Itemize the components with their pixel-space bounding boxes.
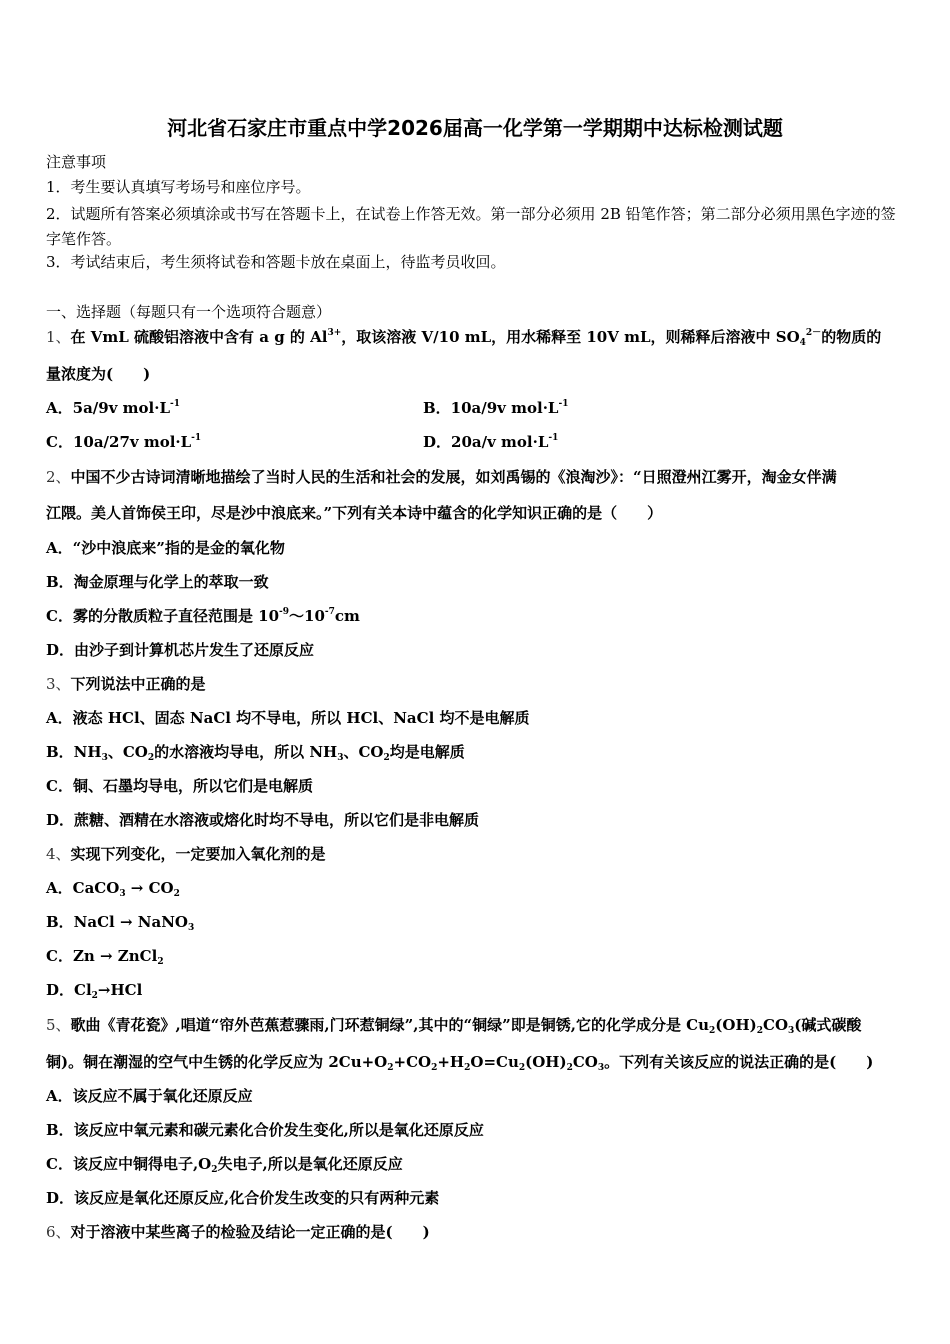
option-c[interactable]: C．Zn → ZnCl$_2$ xyxy=(46,947,164,967)
question-number: 6、 xyxy=(46,1223,71,1241)
option-c[interactable]: C．铜、石墨均导电，所以它们是电解质 xyxy=(46,777,313,795)
notice-item: 1．考生要认真填写考场号和座位序号。 xyxy=(46,178,311,196)
question-4-stem: 4、实现下列变化，一定要加入氧化剂的是 xyxy=(46,845,326,863)
option-b[interactable]: B．10a/9v $mol\cdot L^{-1}$ xyxy=(423,399,569,417)
question-number: 4、 xyxy=(46,845,71,863)
question-number: 2、 xyxy=(46,468,71,486)
question-5-stem: 5、歌曲《青花瓷》,唱道“帘外芭蕉惹骤雨,门环惹铜绿”,其中的“铜绿”即是铜锈,它的化学成分是 $Cu_2(OH)_2CO_3$(碱式碳酸 xyxy=(46,1016,862,1036)
notice-heading: 注意事项 xyxy=(46,153,107,171)
option-b[interactable]: B．该反应中氧元素和碳元素化合价发生变化,所以是氧化还原反应 xyxy=(46,1121,484,1139)
question-3-stem: 3、下列说法中正确的是 xyxy=(46,675,206,693)
question-6-stem: 6、对于溶液中某些离子的检验及结论一定正确的是( ) xyxy=(46,1223,430,1241)
option-b[interactable]: B．NaCl → NaNO$_3$ xyxy=(46,913,195,933)
section-heading: 一、选择题（每题只有一个选项符合题意） xyxy=(46,303,332,321)
question-1-options-row xyxy=(46,398,908,418)
question-number: 5、 xyxy=(46,1016,71,1034)
notice-item: 3．考试结束后，考生须将试卷和答题卡放在桌面上，待监考员收回。 xyxy=(46,253,506,271)
option-d[interactable]: D．该反应是氧化还原反应,化合价发生改变的只有两种元素 xyxy=(46,1189,440,1207)
option-b[interactable]: B．淘金原理与化学上的萃取一致 xyxy=(46,573,269,591)
option-a[interactable]: A．“沙中浪底来”指的是金的氧化物 xyxy=(46,539,285,557)
option-d[interactable]: D．$Cl_2\to HCl$ xyxy=(46,981,143,1001)
question-number: 1、 xyxy=(46,328,71,346)
notice-item: 2．试题所有答案必须填涂或书写在答题卡上，在试卷上作答无效。第一部分必须用 2B 铅笔作答；第二部分必须用黑色字迹的签字笔作答。 xyxy=(46,205,896,248)
question-1-stem: 1、在 VmL 硫酸铝溶液中含有 a g 的 $Al^{3+}$，取该溶液 V/10 mL，用水稀释至 10V mL，则稀释后溶液中 $SO_4^{2-}$的物质的 xyxy=(46,328,882,348)
question-number: 3、 xyxy=(46,675,71,693)
option-c[interactable]: C．该反应中铜得电子$,O_2$失电子,所以是氧化还原反应 xyxy=(46,1155,403,1175)
page-title: 河北省石家庄市重点中学2026届高一化学第一学期期中达标检测试题 xyxy=(167,116,783,140)
option-d[interactable]: D．蔗糖、酒精在水溶液或熔化时均不导电，所以它们是非电解质 xyxy=(46,811,480,829)
option-d[interactable]: D．20a/v $mol\cdot L^{-1}$ xyxy=(423,433,559,451)
question-2-stem-cont: 江隈。美人首饰侯王印，尽是沙中浪底来。”下列有关本诗中蕴含的化学知识正确的是（ ） xyxy=(46,504,663,522)
option-b[interactable]: B．$NH_3$、$CO_2$的水溶液均导电，所以 $NH_3$、$CO_2$均是电解质 xyxy=(46,743,465,763)
option-a[interactable]: A．CaCO$_3$ → $CO_2$ xyxy=(46,879,180,899)
option-a[interactable]: A．该反应不属于氧化还原反应 xyxy=(46,1087,253,1105)
option-d[interactable]: D．由沙子到计算机芯片发生了还原反应 xyxy=(46,641,315,659)
option-a[interactable]: A．5a/9v $mol\cdot L^{-1}$ xyxy=(46,399,180,417)
option-c[interactable]: C．雾的分散质粒子直径范围是 $10^{-9}\sim 10^{-7}cm$ xyxy=(46,607,360,625)
option-a[interactable]: A．液态 HCl、固态 NaCl 均不导电，所以 HCl、NaCl 均不是电解质 xyxy=(46,709,530,727)
question-1-options-row xyxy=(46,432,908,452)
question-1-stem-cont: 量浓度为( ) xyxy=(46,365,151,383)
question-5-stem-cont: 铜)。铜在潮湿的空气中生锈的化学反应为 $2Cu+O_2+CO_2+H_2O=Cu_2(OH)_2CO_3$。下列有关该反应的说法正确的是( ) xyxy=(46,1053,874,1073)
option-c[interactable]: C．10a/27v $mol\cdot L^{-1}$ xyxy=(46,433,202,451)
question-2-stem: 2、中国不少古诗词清晰地描绘了当时人民的生活和社会的发展，如刘禹锡的《浪淘沙》：“日照澄州江雾开，淘金女伴满 xyxy=(46,468,837,486)
